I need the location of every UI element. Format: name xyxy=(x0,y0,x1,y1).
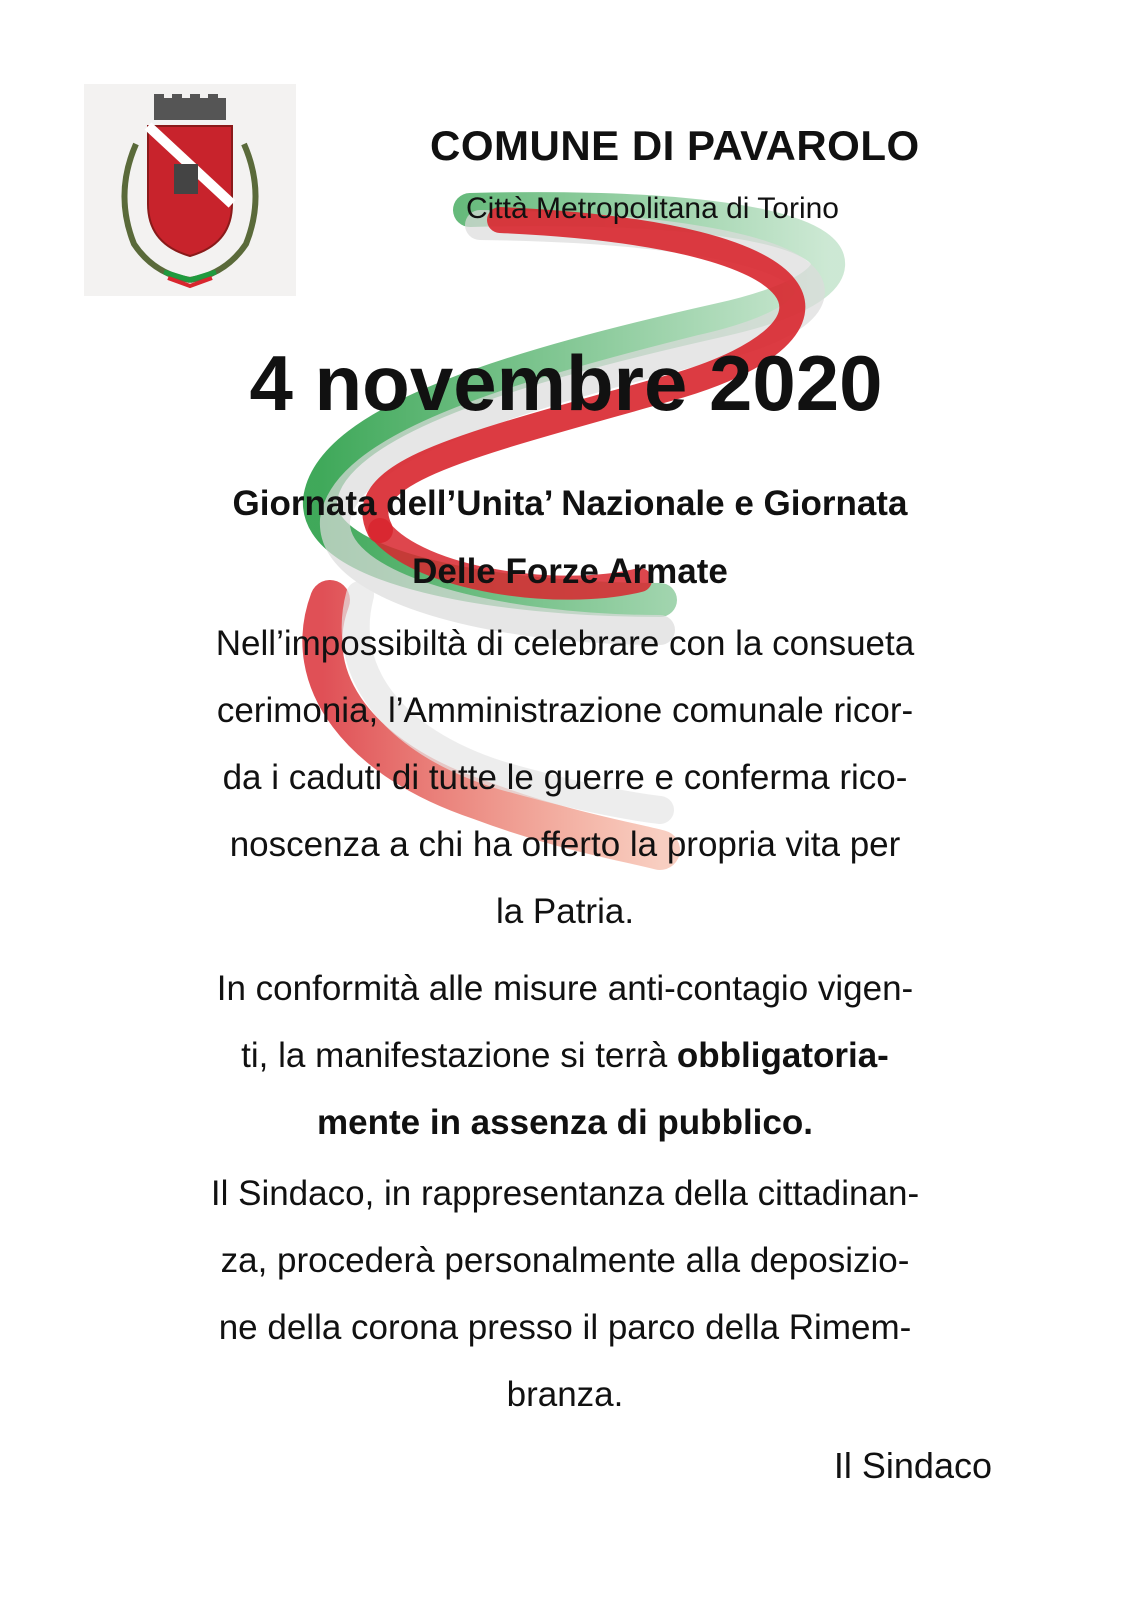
paragraph-commemoration xyxy=(135,610,995,945)
region-name: Città Metropolitana di Torino xyxy=(466,192,839,225)
paragraph-bold-line: mente in assenza di pubblico. xyxy=(317,1103,813,1142)
paragraph-line: ne della corona presso il parco della Rimem- xyxy=(218,1308,912,1347)
signature: Il Sindaco xyxy=(833,1445,992,1486)
subtitle-line: Giornata dell’Unita’ Nazionale e Giornata xyxy=(232,484,908,523)
coat-of-arms xyxy=(84,84,296,296)
paragraph-wreath-laying xyxy=(135,1160,995,1428)
date-title: 4 novembre 2020 xyxy=(249,339,883,427)
paragraph-line: la Patria. xyxy=(495,892,635,931)
municipal-coat-of-arms-icon xyxy=(84,84,296,296)
paragraph-line: za, procederà personalmente alla deposizio- xyxy=(220,1241,910,1280)
subtitle-line: Delle Forze Armate xyxy=(412,552,728,591)
paragraph-line: Nell’impossibiltà di celebrare con la consueta xyxy=(215,624,915,663)
paragraph-line: noscenza a chi ha offerto la propria vita per xyxy=(229,825,901,864)
paragraph-text: ti, la manifestazione si terrà xyxy=(241,1036,677,1075)
paragraph-bold-text: obbligatoria- xyxy=(676,1036,889,1075)
paragraph-line: cerimonia, l’Amministrazione comunale ricor- xyxy=(216,691,914,730)
municipality-name: COMUNE DI PAVAROLO xyxy=(430,122,920,169)
paragraph-line: da i caduti di tutte le guerre e conferma rico- xyxy=(222,758,908,797)
event-subtitle xyxy=(130,470,1010,606)
paragraph-line: Il Sindaco, in rappresentanza della cittadinan- xyxy=(210,1174,920,1213)
paragraph-covid-measures xyxy=(135,955,995,1156)
paragraph-line: In conformità alle misure anti-contagio vigen- xyxy=(216,969,914,1008)
paragraph-line: branza. xyxy=(506,1375,624,1414)
paragraph-line xyxy=(135,1022,995,1089)
